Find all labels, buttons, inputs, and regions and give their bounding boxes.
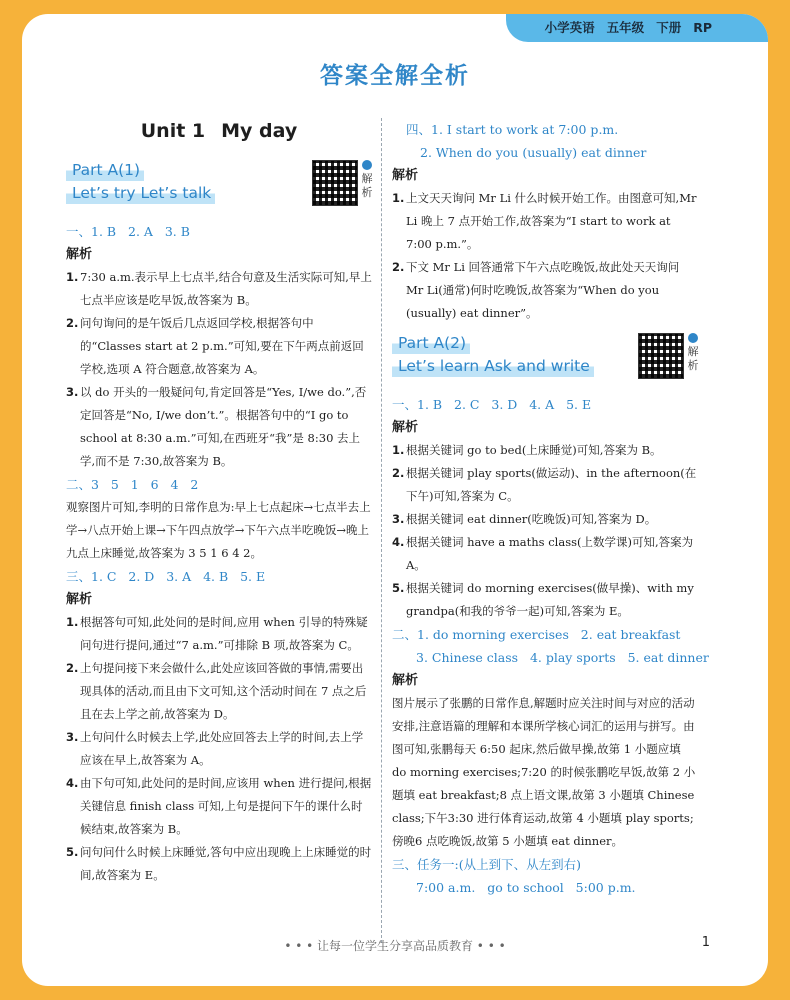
tag-edition: RP: [693, 20, 712, 35]
analysis-item: 1. 上文天天询问 Mr Li 什么时候开始工作。由图意可知,Mr Li 晚上 7 点开始工作,故答案为“I start to work at 7:00 p.m.”。: [392, 191, 697, 251]
analysis-label: 解析: [66, 592, 93, 607]
qr-side-label: 解析: [360, 158, 374, 200]
analysis-item: 2. 下文 Mr Li 回答通常下午六点吃晚饭,故此处天天询问 Mr Li(通常)何时吃晚饭,故答案为“When do you (usually) eat dinner”。: [392, 260, 680, 320]
analysis-label: 解析: [392, 168, 419, 183]
tag-subject: 小学英语: [544, 20, 595, 35]
part-a1-title: Part A(1): [66, 158, 144, 181]
play-icon: [688, 333, 698, 343]
analysis-item: 1. 根据答句可知,此处问的是时间,应用 when 引导的特殊疑问句进行提问,通过“7 a.m.”可排除 B 项,故答案为 C。: [66, 615, 368, 652]
answer-line: 四、1. I start to work at 7:00 p.m.: [406, 122, 619, 137]
qr-side-label: 解析: [686, 331, 700, 373]
part-a2-subtitle: Let’s learn Ask and write: [392, 354, 594, 377]
page-title: 答案全解全析: [320, 63, 470, 89]
part-a2-heading: [392, 331, 698, 389]
analysis-item: 3. 以 do 开头的一般疑问句,肯定回答是“Yes, I/we do.”,否定回答是“No, I/we don’t.”。根据答句中的“I go to school at 8:30 a.m.”可知,在西班牙“我”是 8:30 去上学,而不是 7:30,故答案为 B。: [66, 385, 367, 468]
left-column: [66, 118, 372, 887]
play-icon: [362, 160, 372, 170]
analysis-item: 1. 根据关键词 go to bed(上床睡觉)可知,答案为 B。: [392, 443, 662, 457]
analysis-item: 2. 根据关键词 play sports(做运动)、in the afternoon(在下午)可知,答案为 C。: [392, 466, 697, 503]
answer-line: 一、1. B 2. A 3. B: [66, 224, 190, 239]
footer-slogan: • • • 让每一位学生分享高品质教育 • • •: [284, 939, 506, 953]
answer-line: 二、1. do morning exercises 2. eat breakfast: [392, 627, 681, 642]
unit-label: Unit 1: [140, 120, 206, 142]
answer-line: 7:00 a.m. go to school 5:00 p.m.: [416, 880, 636, 895]
analysis-item: 3. 上句问什么时候去上学,此处应回答去上学的时间,去上学应该在早上,故答案为 A。: [66, 730, 364, 767]
unit-name: My day: [221, 120, 298, 142]
analysis-item: 4. 根据关键词 have a maths class(上数学课)可知,答案为 A。: [392, 535, 694, 572]
unit-title: [66, 120, 372, 146]
answer-line: 三、1. C 2. D 3. A 4. B 5. E: [66, 569, 266, 584]
analysis-item: 2. 问句询问的是午饭后几点返回学校,根据答句中的“Classes start at 2 p.m.”可知,要在下午两点前返回学校,选项 A 符合题意,故答案为 A。: [66, 316, 364, 376]
header-tags: [533, 18, 712, 36]
qr-code-icon[interactable]: [312, 160, 358, 206]
tag-grade: 五年级: [606, 20, 645, 35]
part-a1-heading: [66, 158, 372, 216]
analysis-item: 1. 7:30 a.m.表示早上七点半,结合句意及生活实际可知,早上七点半应该是吃早饭,故答案为 B。: [66, 270, 372, 307]
page-number: 1: [701, 935, 710, 950]
tag-volume: 下册: [656, 20, 682, 35]
column-divider: [381, 118, 382, 943]
answer-line: 一、1. B 2. C 3. D 4. A 5. E: [392, 397, 592, 412]
qr-code-icon[interactable]: [638, 333, 684, 379]
analysis-label: 解析: [392, 420, 419, 435]
right-column: [392, 118, 709, 899]
answer-line: 3. Chinese class 4. play sports 5. eat dinner: [416, 650, 709, 665]
analysis-item: 5. 根据关键词 do morning exercises(做早操)、with my grandpa(和我的爷爷一起)可知,答案为 E。: [392, 581, 694, 618]
analysis-item: 2. 上句提问接下来会做什么,此处应该回答做的事情,需要出现具体的活动,而且由下文可知,这个活动时间在 7 点之后且在去上学之前,故答案为 D。: [66, 661, 367, 721]
analysis-label: 解析: [392, 673, 419, 688]
analysis-item: 3. 根据关键词 eat dinner(吃晚饭)可知,答案为 D。: [392, 512, 657, 526]
answer-line: 2. When do you (usually) eat dinner: [420, 145, 647, 160]
analysis-item: 5. 问句问什么时候上床睡觉,答句中应出现晚上上床睡觉的时间,故答案为 E。: [66, 845, 372, 882]
part-a2-title: Part A(2): [392, 331, 470, 354]
analysis-paragraph: 观察图片可知,李明的日常作息为:早上七点起床→七点半去上学→八点开始上课→下午四点放学→下午六点半吃晚饭→晚上九点上床睡觉,故答案为 3 5 1 6 4 2。: [66, 500, 371, 560]
analysis-paragraph: 图片展示了张鹏的日常作息,解题时应关注时间与对应的活动安排,注意语篇的理解和本课所学核心词汇的运用与拼写。由图可知,张鹏每天 6:50 起床,然后做早操,故第 1 小题应填 do morning exercises;7:20 的时候张鹏吃早饭,故第 2 小题填 eat breakfast;8 点上语文课,故第 3 小题填 Chinese class;下午3:30 进行体育运动,故第 4 小题填 play sports;傍晚6 点吃晚饭,故第 5 小题填 eat dinner。: [392, 696, 696, 848]
answer-line: 三、任务一:(从上到下、从左到右): [392, 857, 581, 872]
part-a1-subtitle: Let’s try Let’s talk: [66, 181, 215, 204]
analysis-item: 4. 由下句可知,此处问的是时间,应该用 when 进行提问,根据关键信息 finish class 可知,上句是提问下午的课什么时候结束,故答案为 B。: [66, 776, 372, 836]
analysis-label: 解析: [66, 247, 93, 262]
answer-line: 二、3 5 1 6 4 2: [66, 477, 199, 492]
